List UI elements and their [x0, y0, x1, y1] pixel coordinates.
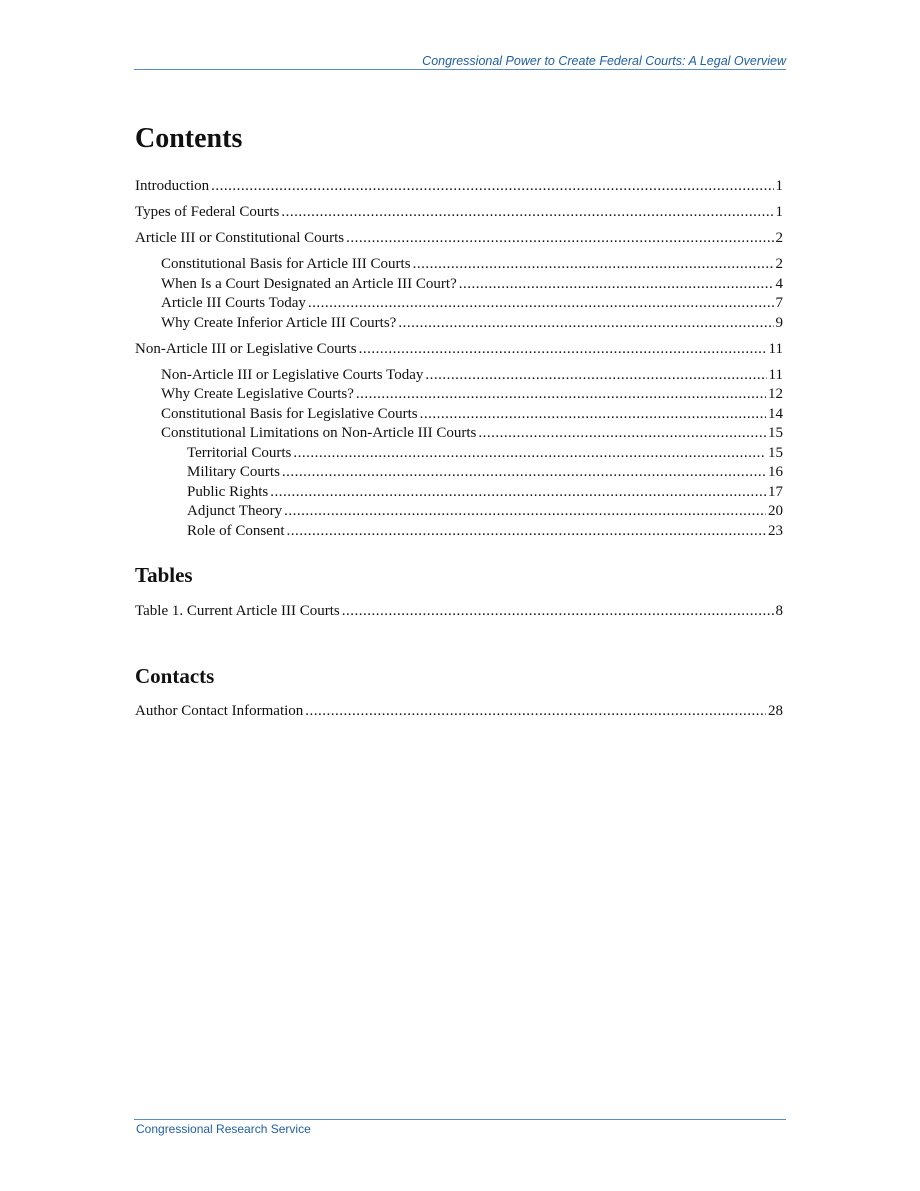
toc-entry-why-create-inferior-courts[interactable] [135, 314, 783, 334]
toc-entry-label: Table 1. Current Article III Courts [135, 603, 340, 619]
dot-leader [270, 483, 766, 503]
toc-entry-label: Author Contact Information [135, 703, 304, 719]
toc-entry-label: Adjunct Theory [187, 503, 283, 519]
dot-leader [287, 522, 767, 542]
toc-entry-label: Types of Federal Courts [135, 204, 280, 220]
toc-entry-introduction[interactable] [135, 177, 783, 197]
toc-entry-public-rights[interactable] [135, 483, 783, 503]
contacts-list [135, 702, 783, 722]
dot-leader [413, 255, 774, 275]
toc-entry-page: 7 [775, 295, 783, 311]
toc-entry-constitutional-basis-legislative[interactable] [135, 405, 783, 425]
toc-entry-types-of-federal-courts[interactable] [135, 203, 783, 223]
toc-entry-page: 8 [775, 603, 783, 619]
toc-entry-label: Territorial Courts [187, 444, 292, 461]
toc-entry-label: Introduction [135, 178, 210, 194]
toc-entry-page: 20 [768, 503, 783, 519]
toc-entry-legislative-courts-today[interactable] [135, 366, 783, 386]
tables-title: Tables [135, 563, 193, 587]
toc-entry-label: Military Courts [187, 464, 280, 480]
dot-leader [356, 385, 766, 405]
dot-leader [293, 444, 766, 464]
toc-entry-table-1[interactable] [135, 602, 783, 622]
dot-leader [342, 602, 774, 622]
toc-entry-author-contact[interactable] [135, 702, 783, 722]
toc-entry-label: When Is a Court Designated an Article III Court? [161, 275, 457, 292]
dot-leader [478, 424, 766, 444]
contacts-title: Contacts [135, 664, 215, 688]
dot-leader [425, 366, 766, 386]
toc-entry-page: 12 [768, 386, 783, 402]
dot-leader [305, 702, 766, 722]
toc-entry-why-create-legislative-courts[interactable] [135, 385, 783, 405]
toc-entry-page: 2 [775, 256, 783, 272]
toc-entry-label: Article III Courts Today [161, 295, 306, 311]
toc-entry-label: Public Rights [187, 483, 269, 500]
contents-title: Contents [135, 123, 243, 154]
toc-entry-page: 17 [768, 483, 783, 500]
header-rule [134, 69, 786, 70]
toc-entry-label: Why Create Inferior Article III Courts? [161, 314, 397, 331]
toc-entry-constitutional-limitations[interactable] [135, 424, 783, 444]
toc-entry-label: Article III or Constitutional Courts [135, 230, 345, 246]
toc-entry-page: 11 [768, 366, 783, 383]
dot-leader [346, 229, 773, 249]
toc-entry-constitutional-basis-article-iii[interactable] [135, 255, 783, 275]
dot-leader [282, 463, 766, 483]
dot-leader [420, 405, 766, 425]
dot-leader [308, 294, 774, 314]
toc-entry-territorial-courts[interactable] [135, 444, 783, 464]
toc-entry-page: 15 [768, 444, 783, 461]
toc-entry-adjunct-theory[interactable] [135, 502, 783, 522]
toc-entry-page: 23 [768, 522, 783, 539]
toc-entry-label: Non-Article III or Legislative Courts Today [161, 366, 424, 383]
footer-organization: Congressional Research Service [136, 1122, 311, 1136]
footer-rule [134, 1119, 786, 1120]
dot-leader [211, 177, 773, 197]
toc-entry-role-of-consent[interactable] [135, 522, 783, 542]
toc-entry-article-iii-courts-today[interactable] [135, 294, 783, 314]
toc-entry-page: 1 [775, 178, 783, 194]
dot-leader [359, 340, 767, 360]
toc-entry-page: 16 [768, 464, 783, 480]
toc-entry-page: 28 [768, 703, 783, 719]
toc-entry-non-article-iii-courts[interactable] [135, 340, 783, 360]
dot-leader [459, 275, 774, 295]
dot-leader [281, 203, 773, 223]
dot-leader [284, 502, 766, 522]
tables-list [135, 602, 783, 622]
dot-leader [398, 314, 773, 334]
toc-entry-page: 9 [775, 314, 783, 331]
toc-entry-page: 14 [768, 405, 783, 422]
toc-entry-label: Non-Article III or Legislative Courts [135, 340, 357, 357]
running-header: Congressional Power to Create Federal Courts: A Legal Overview [422, 54, 786, 68]
toc-entry-label: Why Create Legislative Courts? [161, 386, 354, 402]
toc-entry-page: 15 [768, 425, 783, 441]
toc-entry-when-is-a-court-designated[interactable] [135, 275, 783, 295]
contents-list [135, 177, 783, 541]
toc-entry-page: 2 [775, 230, 783, 246]
toc-entry-label: Constitutional Basis for Article III Courts [161, 256, 411, 272]
toc-entry-label: Constitutional Basis for Legislative Courts [161, 405, 418, 422]
toc-entry-military-courts[interactable] [135, 463, 783, 483]
toc-entry-page: 4 [775, 275, 783, 292]
toc-entry-article-iii-courts[interactable] [135, 229, 783, 249]
toc-entry-label: Role of Consent [187, 522, 285, 539]
toc-entry-page: 1 [775, 204, 783, 220]
toc-entry-page: 11 [768, 340, 783, 357]
toc-entry-label: Constitutional Limitations on Non-Article III Courts [161, 425, 477, 441]
